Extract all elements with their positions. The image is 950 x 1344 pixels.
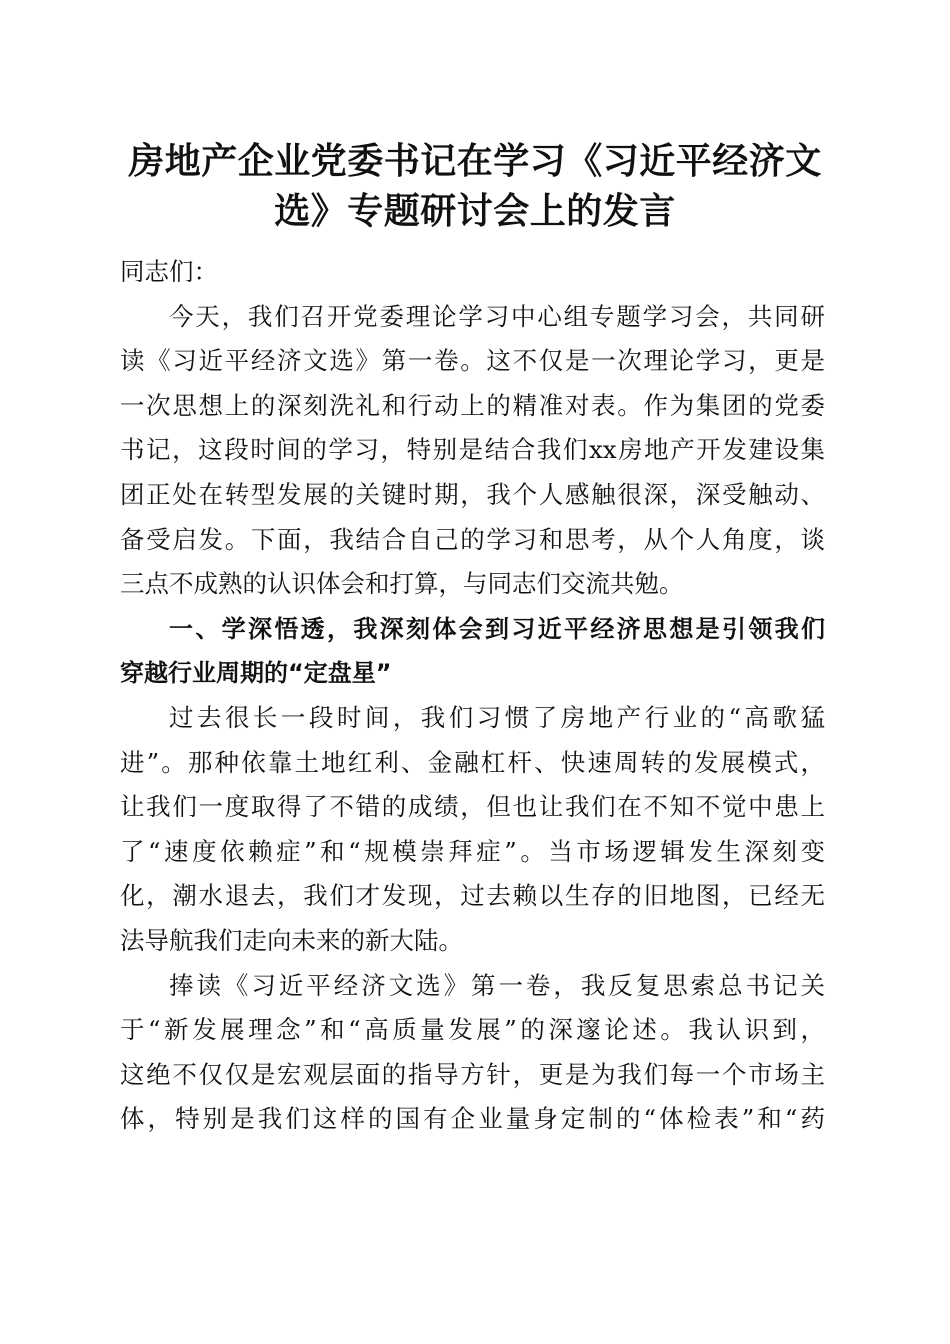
paragraph-line: 今天，我们召开党委理论学习中心组专题学习会，共同研 bbox=[169, 301, 825, 331]
paragraph-line: 这绝不仅仅是宏观层面的指导方针，更是为我们每一个市场主 bbox=[120, 1059, 825, 1089]
paragraph-line: 过去很长一段时间，我们习惯了房地产行业的“高歌猛 bbox=[169, 702, 825, 732]
paragraph-line: 了“速度依赖症”和“规模崇拜症”。当市场逻辑发生深刻变 bbox=[120, 836, 825, 866]
paragraph-line: 于“新发展理念”和“高质量发展”的深邃论述。我认识到， bbox=[120, 1015, 825, 1045]
heading-line: 一、学深悟透，我深刻体会到习近平经济思想是引领我们 bbox=[169, 614, 825, 643]
title-line-2: 选》专题研讨会上的发言 bbox=[274, 190, 676, 232]
salutation: 同志们： bbox=[120, 257, 218, 286]
paragraph-line: 让我们一度取得了不错的成绩，但也让我们在不知不觉中患上 bbox=[120, 792, 825, 822]
paragraph-line: 进”。那种依靠土地红利、金融杠杆、快速周转的发展模式， bbox=[120, 747, 825, 777]
section-paragraph-2 bbox=[120, 964, 825, 1142]
paragraph-line: 备受启发。下面，我结合自己的学习和思考，从个人角度，谈 bbox=[120, 524, 825, 554]
paragraph-line: 捧读《习近平经济文选》第一卷，我反复思索总书记关 bbox=[169, 970, 825, 1000]
title-line-1: 房地产企业党委书记在学习《习近平经济文 bbox=[128, 140, 822, 182]
document-body bbox=[120, 250, 825, 1142]
document-title bbox=[100, 136, 850, 236]
section-heading bbox=[120, 607, 825, 696]
paragraph-line: 法导航我们走向未来的新大陆。 bbox=[120, 925, 463, 955]
paragraph-line: 团正处在转型发展的关键时期，我个人感触很深，深受触动、 bbox=[120, 479, 825, 509]
heading-line: 穿越行业周期的“定盘星” bbox=[120, 659, 392, 688]
paragraph-line: 一次思想上的深刻洗礼和行动上的精准对表。作为集团的党委 bbox=[120, 390, 825, 420]
paragraph-line: 书记，这段时间的学习，特别是结合我们xx房地产开发建设集 bbox=[120, 435, 825, 465]
paragraph-line: 三点不成熟的认识体会和打算，与同志们交流共勉。 bbox=[120, 569, 684, 599]
paragraph-line: 化，潮水退去，我们才发现，过去赖以生存的旧地图，已经无 bbox=[120, 881, 825, 911]
section-paragraph-1 bbox=[120, 696, 825, 964]
paragraph-line: 体，特别是我们这样的国有企业量身定制的“体检表”和“药 bbox=[120, 1104, 825, 1134]
intro-paragraph bbox=[120, 295, 825, 607]
paragraph-line: 读《习近平经济文选》第一卷。这不仅是一次理论学习，更是 bbox=[120, 346, 825, 376]
